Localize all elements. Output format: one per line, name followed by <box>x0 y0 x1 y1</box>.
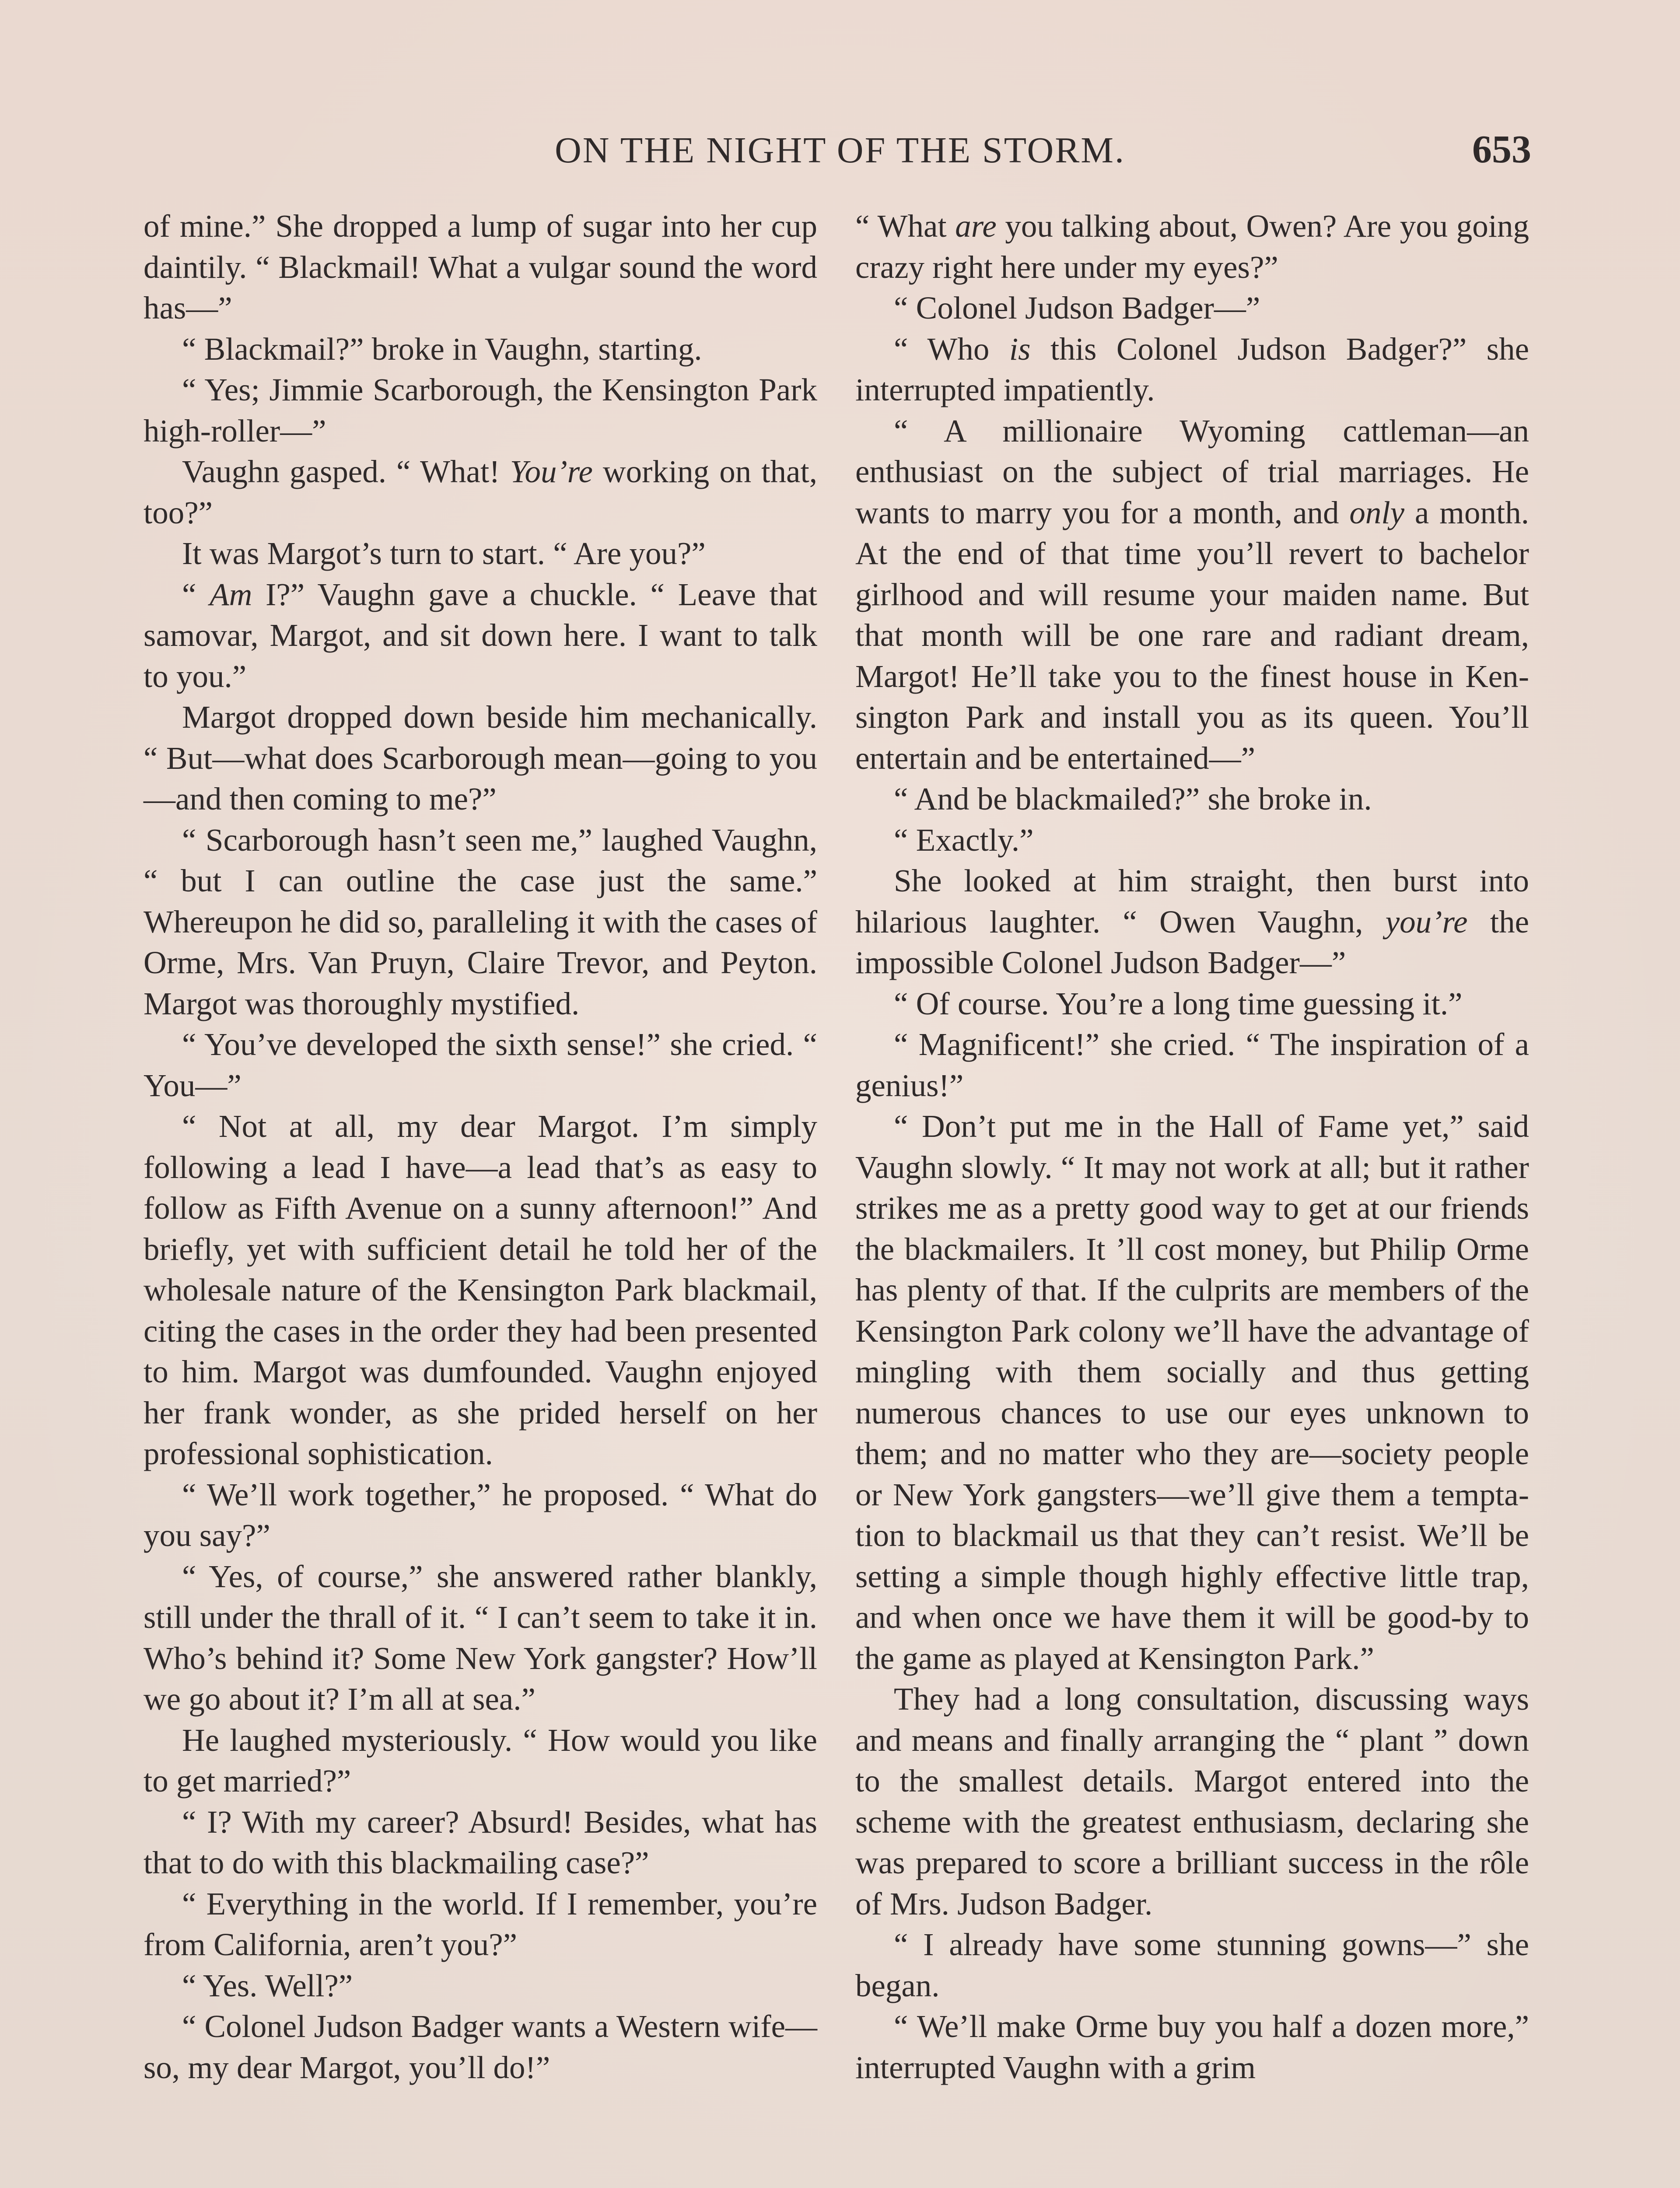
paragraph <box>144 206 817 329</box>
paragraph <box>144 1556 817 1720</box>
paragraph <box>144 1802 817 1883</box>
text-run: “ I? With my career? Absurd! Besides, what has that to do with this blackmailing case?” <box>144 1804 817 1880</box>
paragraph <box>855 820 1529 861</box>
text-run: “ Yes. Well?” <box>182 1967 353 2003</box>
text-run: you talking about, Owen? Are you going crazy right here under my eyes?” <box>855 208 1529 285</box>
text-run: “ Everything in the world. If I remember, you’re from California, aren’t you?” <box>144 1886 817 1962</box>
paragraph <box>855 860 1529 983</box>
page-number: 653 <box>1472 128 1531 171</box>
paragraph <box>144 369 817 451</box>
text-run: Vaughn gasped. “ What! <box>182 454 510 489</box>
paragraph <box>855 206 1529 288</box>
text-run: working on that, too?” <box>144 454 817 530</box>
text-run: He laughed mysteriously. “ How would you like to get married?” <box>144 1722 817 1799</box>
text-run: “ Colonel Judson Badger wants a Western wife—so, my dear Margot, you’ll do!” <box>144 2009 817 2085</box>
paragraph <box>144 1965 817 2006</box>
paragraph <box>144 697 817 820</box>
text-run: “ Exactly.” <box>894 822 1034 858</box>
text-run: “ What <box>855 208 956 244</box>
text-run: “ We’ll make Orme buy you half a dozen more,” interrupted Vaughn with a grim <box>855 2009 1529 2085</box>
paragraph <box>144 2006 817 2088</box>
left-text-column <box>144 206 817 2088</box>
text-run: “ Who <box>894 331 1009 367</box>
text-run: “ And be blackmailed?” she broke in. <box>894 781 1372 817</box>
italic-text: you’re <box>1385 904 1468 940</box>
text-run: “ Magnificent!” she cried. “ The inspiration of a genius!” <box>855 1027 1529 1103</box>
paragraph <box>144 1024 817 1106</box>
text-run: “ We’ll work together,” he proposed. “ What do you say?” <box>144 1476 817 1553</box>
text-run: “ Scarborough hasn’t seen me,” laughed Vaughn, “ but I can outline the case just the same.” Whereupon he did so, paralleling it with the cases of Orme, Mrs. Van Pruyn, Claire Trevor, and Peyton. Margot was thoroughly mystified. <box>144 822 817 1021</box>
paragraph <box>144 1720 817 1802</box>
text-run: It was Margot’s turn to start. “ Are you?” <box>182 536 706 571</box>
paragraph <box>144 574 817 697</box>
paragraph <box>144 1474 817 1556</box>
paragraph <box>144 1883 817 1965</box>
text-run: “ <box>182 576 210 612</box>
text-run: “ You’ve developed the sixth sense!” she cried. “ You—” <box>144 1027 817 1103</box>
paragraph <box>855 983 1529 1024</box>
text-run: “ Don’t put me in the Hall of Fame yet,” said Vaughn slowly. “ It may not work at all; but it rather strikes me as a pretty good way to get at our friends the blackmailers. It ’ll cost money, but Philip Orme has plenty of that. If the culprits are members of the Kensington Park colony we’ll have the advantage of mingling with them socially and thus getting numerous chances to use our eyes unknown to them; and no matter who they are—society people or New York gangsters—we’ll give them a temptation to blackmail us that they can’t resist. We’ll be setting a simple though highly effective little trap, and when once we have them it will be good-by to the game as played at Kensington Park.” <box>855 1108 1529 1676</box>
text-run: She looked at him straight, then burst into hilarious laughter. “ Owen Vaughn, <box>855 863 1529 940</box>
italic-text: You’re <box>510 454 593 489</box>
italic-text: are <box>955 208 997 244</box>
paragraph <box>144 451 817 533</box>
text-run: a month. At the end of that time you’ll revert to bachelor girlhood and will resume your maiden name. But that month will be one rare and radiant dream, Margot! He’ll take you to the finest house in Kensington Park and install you as its queen. You’ll entertain and be entertained—” <box>855 494 1529 776</box>
paragraph <box>144 820 817 1024</box>
paragraph <box>855 329 1529 410</box>
paragraph <box>855 2006 1529 2088</box>
paragraph <box>144 1106 817 1474</box>
paragraph <box>855 1024 1529 1106</box>
text-run: “ Yes; Jimmie Scarborough, the Kensington Park high-roller—” <box>144 372 817 449</box>
text-run: “ Colonel Judson Badger—” <box>894 290 1260 326</box>
text-run: the impossible Colonel Judson Badger—” <box>855 904 1530 980</box>
paragraph <box>855 1924 1529 2006</box>
text-run: this Colonel Judson Badger?” she interrupted impatiently. <box>855 331 1529 407</box>
paragraph <box>855 778 1529 820</box>
italic-text: only <box>1349 494 1405 530</box>
text-run: Margot dropped down beside him mechanically. “ But—what does Scarborough mean—going to you—and then coming to me?” <box>144 699 817 817</box>
italic-text: is <box>1009 331 1031 367</box>
paragraph <box>855 410 1529 779</box>
text-run: I?” Vaughn gave a chuckle. “ Leave that samovar, Margot, and sit down here. I want to talk to you.” <box>144 576 817 694</box>
text-run: “ Of course. You’re a long time guessing it.” <box>894 985 1463 1021</box>
paragraph <box>144 329 817 370</box>
text-run: “ Yes, of course,” she answered rather blankly, still under the thrall of it. “ I can’t seem to take it in. Who’s behind it? Some New York gangster? How’ll we go about it? I’m all at sea.” <box>144 1558 817 1717</box>
text-run: They had a long consultation, discussing ways and means and finally arranging the “ plant ” down to the smallest details. Margot entered into the scheme with the greatest enthusiasm, declaring she was prepared to score a brilliant success in the rôle of Mrs. Judson Badger. <box>855 1681 1529 1922</box>
text-run: “ I already have some stunning gowns—” she began. <box>855 1927 1529 2003</box>
paragraph <box>144 533 817 574</box>
text-run: “ Blackmail?” broke in Vaughn, starting. <box>182 331 702 367</box>
text-run: “ Not at all, my dear Margot. I’m simply following a lead I have—a lead that’s as easy to follow as Fifth Avenue on a sunny afternoon!” And briefly, yet with sufficient detail he told her of the wholesale nature of the Kensington Park blackmail, citing the cases in the order they had been presented to him. Margot was dumfounded. Vaughn enjoyed her frank wonder, as she prided herself on her professional sophistication. <box>144 1108 817 1471</box>
italic-text: Am <box>210 576 252 612</box>
text-run: of mine.” She dropped a lump of sugar into her cup daintily. “ Blackmail! What a vulgar sound the word has—” <box>144 208 817 326</box>
text-run: “ A millionaire Wyoming cattleman—an enthusiast on the subject of trial marriages. He wants to marry you for a month, and <box>855 413 1529 530</box>
paragraph <box>855 1106 1529 1679</box>
paragraph <box>855 1679 1529 1924</box>
running-title: ON THE NIGHT OF THE STORM. <box>555 130 1125 171</box>
right-text-column <box>855 206 1529 2088</box>
paragraph <box>855 288 1529 329</box>
